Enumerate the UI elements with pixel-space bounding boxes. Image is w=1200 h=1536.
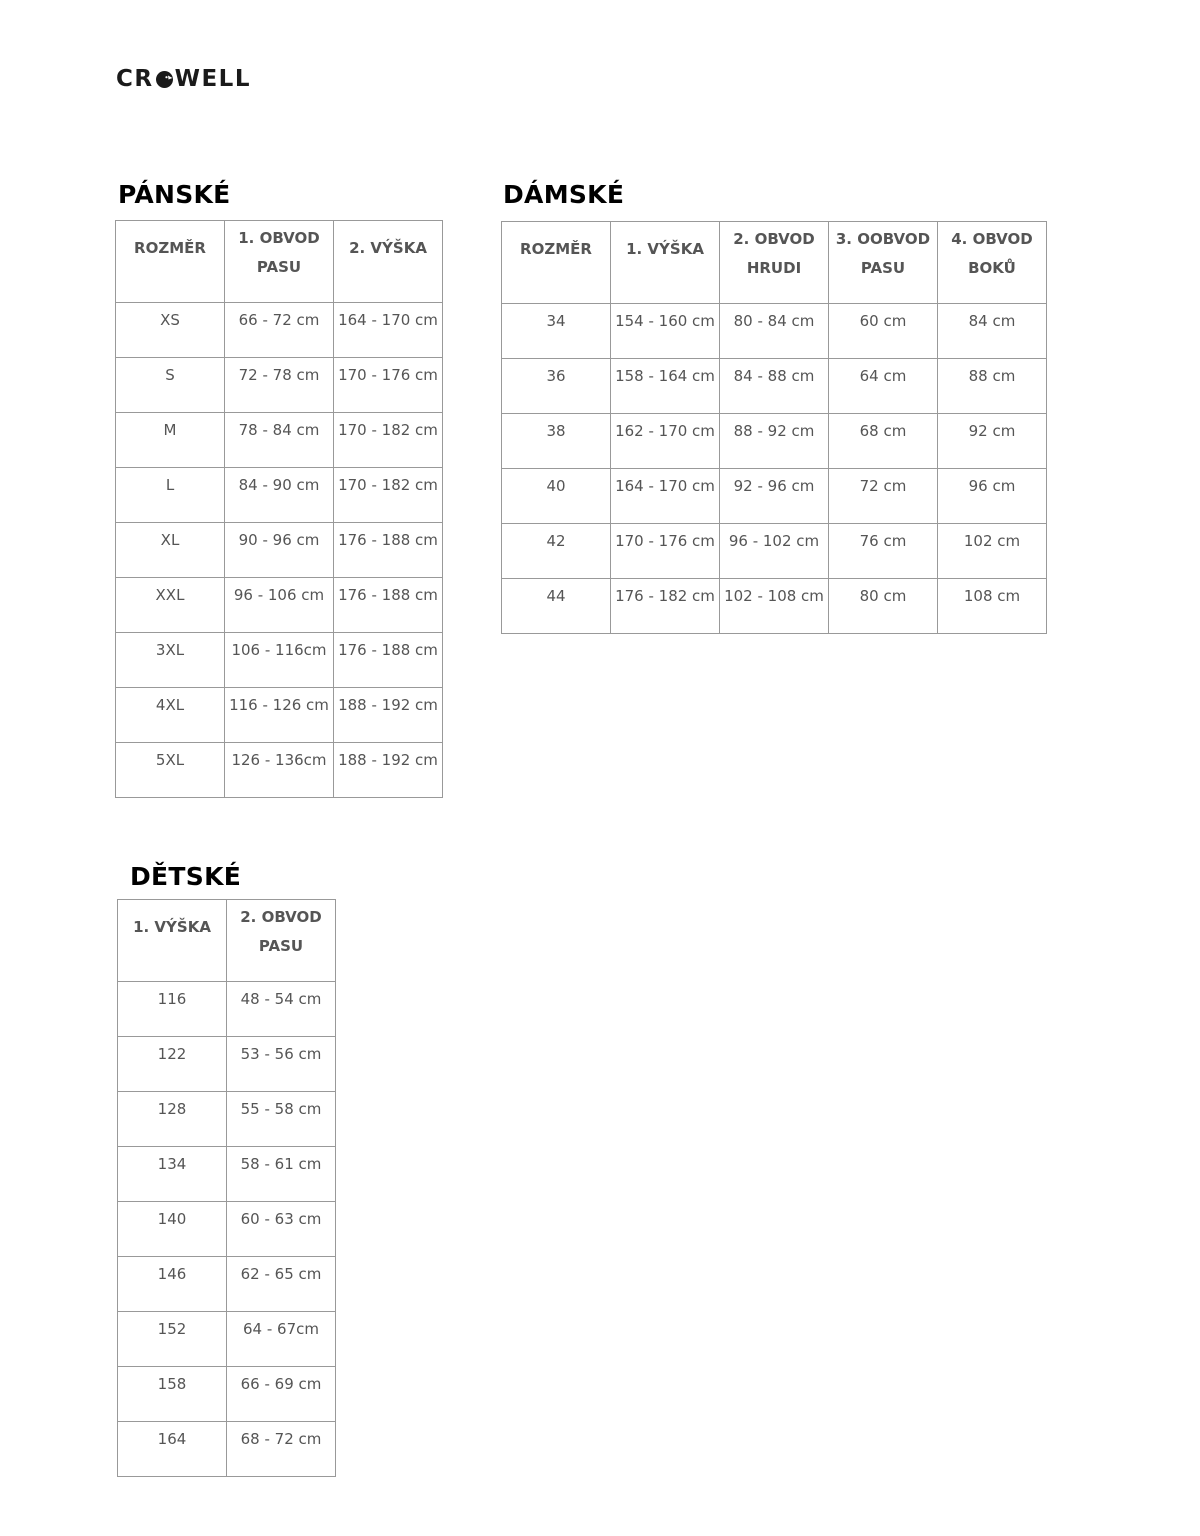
table-cell: 146	[118, 1257, 227, 1312]
table-row	[116, 523, 443, 578]
table-row	[116, 688, 443, 743]
table-cell: 53 - 56 cm	[227, 1037, 336, 1092]
table-row	[116, 468, 443, 523]
table-row	[118, 1092, 336, 1147]
column-header: 2. OBVOD HRUDI	[720, 222, 829, 304]
table-cell: 84 cm	[938, 304, 1047, 359]
table-cell: 5XL	[116, 743, 225, 798]
table-cell: 60 cm	[829, 304, 938, 359]
table-cell: 92 cm	[938, 414, 1047, 469]
crow-logo-icon	[155, 70, 174, 89]
table-cell: 152	[118, 1312, 227, 1367]
table-cell: 90 - 96 cm	[225, 523, 334, 578]
table-cell: 72 cm	[829, 469, 938, 524]
table-row	[118, 1367, 336, 1422]
table-cell: 116	[118, 982, 227, 1037]
column-header: 1. OBVOD PASU	[225, 221, 334, 303]
table-cell: 140	[118, 1202, 227, 1257]
table-cell: 80 cm	[829, 579, 938, 634]
table-cell: 96 - 106 cm	[225, 578, 334, 633]
table-cell: 36	[502, 359, 611, 414]
table-cell: 162 - 170 cm	[611, 414, 720, 469]
table-cell: 76 cm	[829, 524, 938, 579]
kids-size-table	[117, 899, 336, 1477]
table-row	[502, 414, 1047, 469]
table-cell: XL	[116, 523, 225, 578]
table-cell: 44	[502, 579, 611, 634]
column-header: 1. VÝŠKA	[611, 222, 720, 304]
table-cell: 3XL	[116, 633, 225, 688]
crowell-logo	[116, 66, 251, 92]
table-cell: 128	[118, 1092, 227, 1147]
table-row	[118, 1202, 336, 1257]
table-cell: 64 cm	[829, 359, 938, 414]
table-cell: 134	[118, 1147, 227, 1202]
table-row	[502, 304, 1047, 359]
column-header: 3. OOBVOD PASU	[829, 222, 938, 304]
table-cell: 68 - 72 cm	[227, 1422, 336, 1477]
table-cell: 88 - 92 cm	[720, 414, 829, 469]
table-cell: 158	[118, 1367, 227, 1422]
table-cell: S	[116, 358, 225, 413]
table-cell: 55 - 58 cm	[227, 1092, 336, 1147]
table-cell: 84 - 88 cm	[720, 359, 829, 414]
table-cell: XS	[116, 303, 225, 358]
table-cell: 96 - 102 cm	[720, 524, 829, 579]
table-header-row	[116, 221, 443, 303]
table-row	[502, 524, 1047, 579]
table-row	[118, 1037, 336, 1092]
table-cell: 4XL	[116, 688, 225, 743]
table-cell: 176 - 188 cm	[334, 578, 443, 633]
table-cell: 92 - 96 cm	[720, 469, 829, 524]
table-row	[116, 743, 443, 798]
table-row	[116, 303, 443, 358]
table-cell: 126 - 136cm	[225, 743, 334, 798]
table-cell: 164 - 170 cm	[611, 469, 720, 524]
womens-title: DÁMSKÉ	[503, 180, 625, 209]
table-row	[502, 359, 1047, 414]
table-row	[118, 1257, 336, 1312]
table-cell: 154 - 160 cm	[611, 304, 720, 359]
table-cell: 78 - 84 cm	[225, 413, 334, 468]
table-cell: 62 - 65 cm	[227, 1257, 336, 1312]
table-cell: 170 - 176 cm	[611, 524, 720, 579]
table-cell: 122	[118, 1037, 227, 1092]
table-row	[116, 358, 443, 413]
table-row	[118, 1147, 336, 1202]
table-cell: 80 - 84 cm	[720, 304, 829, 359]
table-row	[116, 578, 443, 633]
table-cell: 176 - 188 cm	[334, 633, 443, 688]
table-row	[118, 982, 336, 1037]
logo-text-end: WELL	[174, 66, 251, 92]
column-header: 4. OBVOD BOKŮ	[938, 222, 1047, 304]
table-cell: 68 cm	[829, 414, 938, 469]
table-cell: 176 - 182 cm	[611, 579, 720, 634]
table-row	[116, 413, 443, 468]
column-header: ROZMĚR	[502, 222, 611, 304]
table-cell: 42	[502, 524, 611, 579]
table-cell: 40	[502, 469, 611, 524]
table-cell: 72 - 78 cm	[225, 358, 334, 413]
table-row	[502, 579, 1047, 634]
table-cell: 158 - 164 cm	[611, 359, 720, 414]
mens-size-table	[115, 220, 443, 798]
table-row	[118, 1422, 336, 1477]
table-cell: 170 - 182 cm	[334, 413, 443, 468]
table-cell: 88 cm	[938, 359, 1047, 414]
table-cell: 84 - 90 cm	[225, 468, 334, 523]
table-row	[502, 469, 1047, 524]
table-cell: 34	[502, 304, 611, 359]
table-cell: 102 cm	[938, 524, 1047, 579]
table-header-row	[502, 222, 1047, 304]
kids-title: DĚTSKÉ	[130, 862, 242, 891]
table-cell: L	[116, 468, 225, 523]
table-cell: 64 - 67cm	[227, 1312, 336, 1367]
column-header: 2. OBVOD PASU	[227, 900, 336, 982]
table-cell: 176 - 188 cm	[334, 523, 443, 578]
womens-size-table	[501, 221, 1047, 634]
table-row	[116, 633, 443, 688]
column-header: ROZMĚR	[116, 221, 225, 303]
table-cell: 60 - 63 cm	[227, 1202, 336, 1257]
table-cell: 106 - 116cm	[225, 633, 334, 688]
table-row	[118, 1312, 336, 1367]
column-header: 2. VÝŠKA	[334, 221, 443, 303]
table-cell: 38	[502, 414, 611, 469]
table-cell: 48 - 54 cm	[227, 982, 336, 1037]
table-cell: M	[116, 413, 225, 468]
table-cell: 188 - 192 cm	[334, 688, 443, 743]
table-cell: 66 - 69 cm	[227, 1367, 336, 1422]
table-cell: 164	[118, 1422, 227, 1477]
table-cell: 66 - 72 cm	[225, 303, 334, 358]
table-cell: XXL	[116, 578, 225, 633]
table-header-row	[118, 900, 336, 982]
table-cell: 108 cm	[938, 579, 1047, 634]
table-cell: 188 - 192 cm	[334, 743, 443, 798]
table-cell: 170 - 176 cm	[334, 358, 443, 413]
column-header: 1. VÝŠKA	[118, 900, 227, 982]
logo-text-start: CR	[116, 66, 154, 92]
table-cell: 102 - 108 cm	[720, 579, 829, 634]
table-cell: 58 - 61 cm	[227, 1147, 336, 1202]
table-cell: 170 - 182 cm	[334, 468, 443, 523]
table-cell: 164 - 170 cm	[334, 303, 443, 358]
mens-title: PÁNSKÉ	[118, 180, 231, 209]
table-cell: 96 cm	[938, 469, 1047, 524]
table-cell: 116 - 126 cm	[225, 688, 334, 743]
